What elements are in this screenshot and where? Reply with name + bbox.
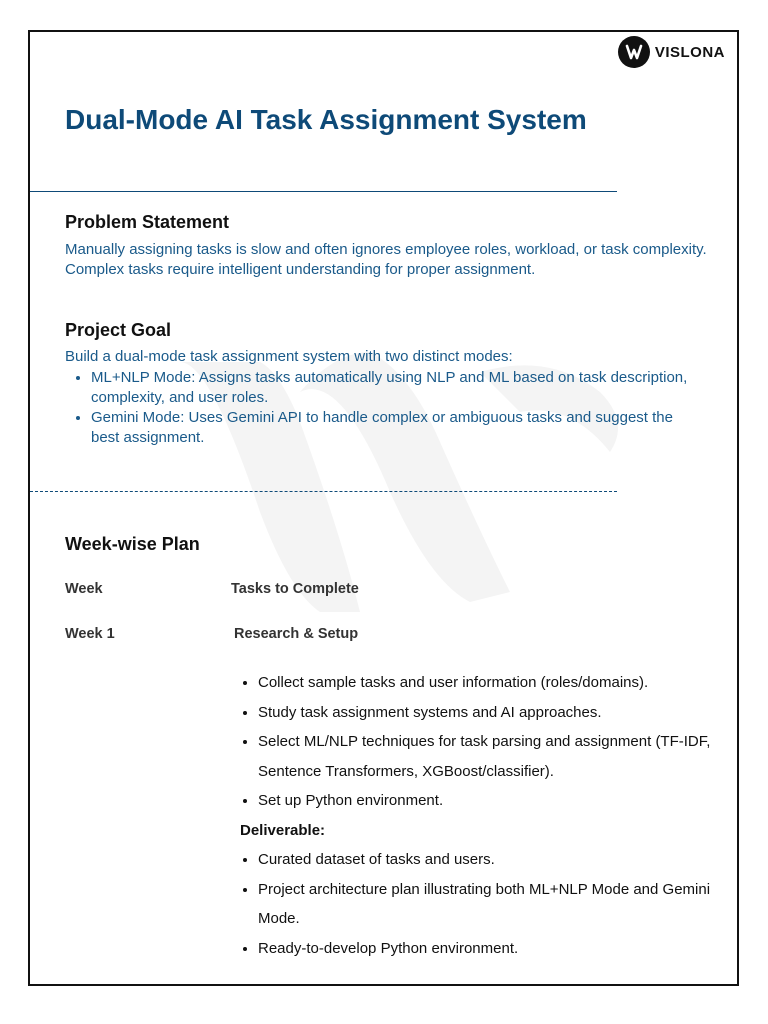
goal-intro: Build a dual-mode task assignment system with two distinct modes: bbox=[65, 348, 513, 365]
title-divider bbox=[30, 191, 617, 192]
list-item: • Set up Python environment. bbox=[258, 786, 720, 816]
document-title: Dual-Mode AI Task Assignment System bbox=[65, 104, 587, 135]
goal-list bbox=[65, 368, 701, 448]
plan-heading: Week-wise Plan bbox=[65, 534, 200, 554]
week-1-title: Research & Setup bbox=[234, 626, 359, 642]
document-page bbox=[28, 30, 739, 986]
week-1-label: Week 1 bbox=[65, 626, 115, 642]
list-item: • Project architecture plan illustrating both ML+NLP Mode and Gemini Mode. bbox=[258, 875, 720, 934]
week-1-tasks bbox=[240, 668, 720, 963]
list-item: • Curated dataset of tasks and users. bbox=[258, 845, 720, 875]
problem-text: Manually assigning tasks is slow and often ignores employee roles, workload, or task complexity. Complex tasks require intelligent understanding for proper assignment. bbox=[65, 241, 707, 278]
vislona-logo-icon bbox=[618, 36, 650, 68]
section-divider bbox=[30, 491, 617, 492]
tasks-column-header: Tasks to Complete bbox=[231, 581, 359, 597]
list-item: • Ready-to-develop Python environment. bbox=[258, 934, 720, 964]
list-item: • Collect sample tasks and user information (roles/domains). bbox=[258, 668, 720, 698]
list-item: • Select ML/NLP techniques for task parsing and assignment (TF-IDF, Sentence Transformers, XGBoost/classifier). bbox=[258, 727, 720, 786]
week-column-header: Week bbox=[65, 581, 103, 597]
problem-heading: Problem Statement bbox=[65, 212, 230, 232]
list-item: • ML+NLP Mode: Assigns tasks automatically using NLP and ML based on task description, complexity, and user roles. bbox=[91, 368, 701, 408]
list-item: • Study task assignment systems and AI approaches. bbox=[258, 698, 720, 728]
deliverable-label: Deliverable: bbox=[240, 821, 326, 839]
list-item: • Gemini Mode: Uses Gemini API to handle complex or ambiguous tasks and suggest the best assignment. bbox=[91, 408, 701, 448]
task-list bbox=[240, 668, 720, 816]
goal-heading: Project Goal bbox=[65, 320, 172, 340]
deliverable-list bbox=[240, 845, 720, 963]
brand-logo bbox=[618, 36, 725, 68]
brand-name: VISLONA bbox=[654, 43, 725, 61]
